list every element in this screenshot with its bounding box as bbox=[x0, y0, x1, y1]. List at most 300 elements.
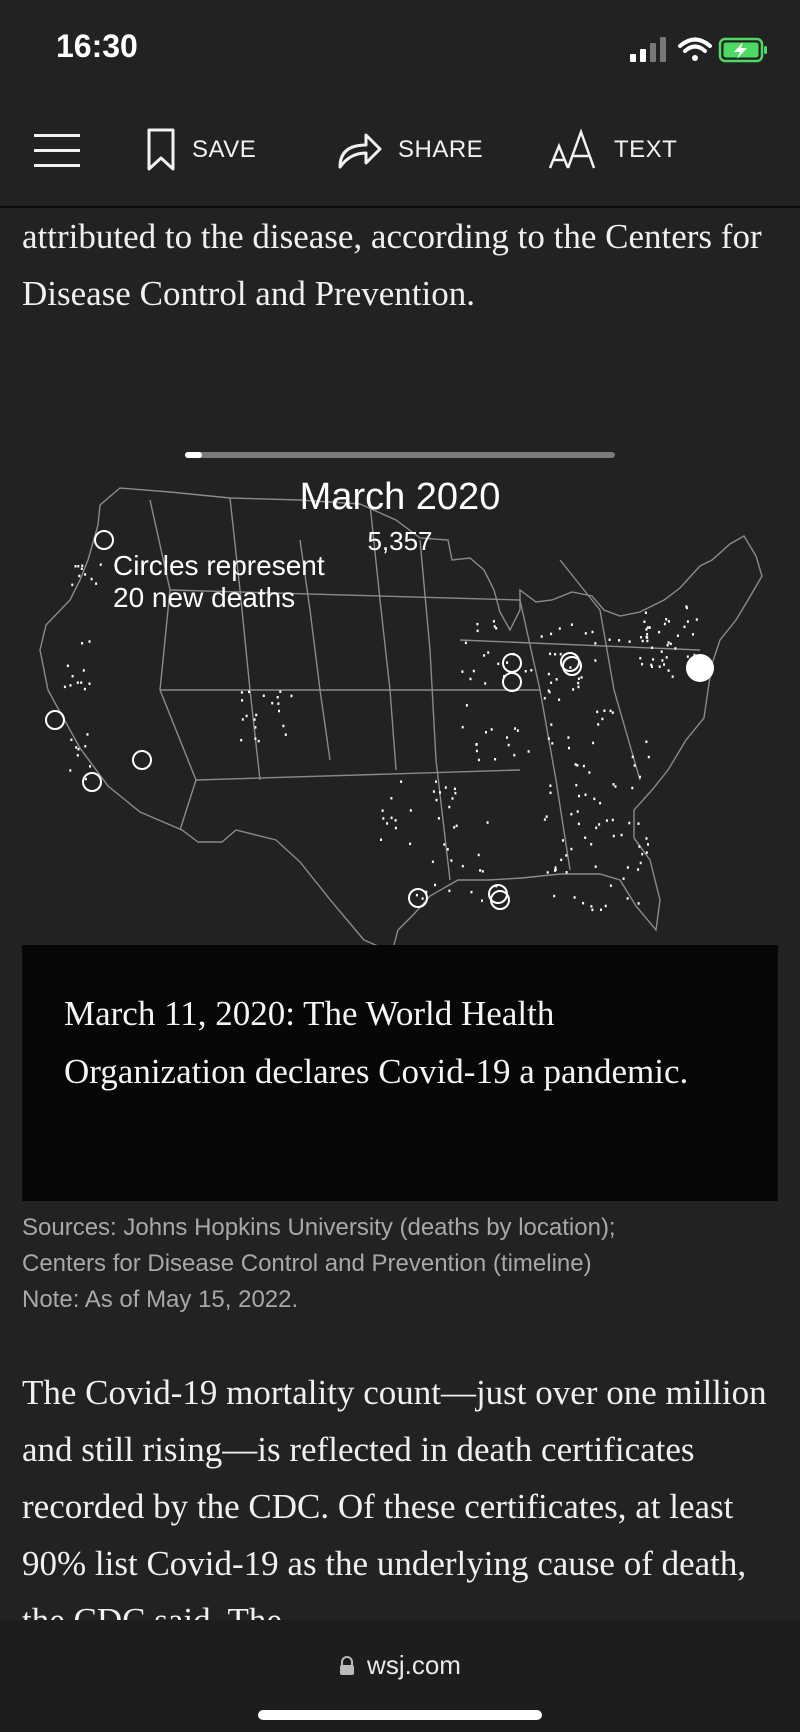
death-dot bbox=[541, 635, 543, 638]
death-dot bbox=[592, 742, 594, 745]
death-dot bbox=[548, 737, 550, 740]
death-dot bbox=[513, 754, 515, 757]
death-dot bbox=[612, 711, 614, 714]
death-dot bbox=[70, 684, 72, 687]
death-dot bbox=[89, 683, 91, 686]
death-dot bbox=[627, 866, 629, 869]
death-dot bbox=[476, 750, 478, 753]
text-size-button[interactable] bbox=[548, 122, 677, 178]
death-dot bbox=[687, 655, 689, 658]
share-button[interactable] bbox=[336, 122, 483, 178]
death-dot bbox=[575, 763, 577, 766]
death-dot bbox=[613, 783, 615, 786]
death-dot bbox=[277, 702, 279, 705]
death-dot bbox=[432, 861, 434, 864]
death-dot bbox=[84, 688, 86, 691]
death-dot bbox=[452, 797, 454, 800]
death-dot bbox=[439, 791, 441, 794]
death-dot bbox=[291, 695, 293, 698]
death-dot bbox=[560, 653, 562, 656]
browser-bottom-bar bbox=[0, 1620, 800, 1732]
death-dot bbox=[81, 568, 83, 571]
graphic-sources bbox=[22, 1210, 782, 1318]
death-dot bbox=[409, 843, 411, 846]
timeline-callout bbox=[22, 945, 778, 1201]
death-dot bbox=[578, 823, 580, 826]
death-dot bbox=[497, 663, 499, 666]
death-dot bbox=[544, 697, 546, 700]
death-dot bbox=[645, 741, 647, 744]
death-dot bbox=[435, 780, 437, 783]
death-cluster-marker bbox=[686, 654, 714, 682]
death-dot bbox=[645, 612, 647, 615]
death-dot bbox=[651, 647, 653, 650]
death-dot bbox=[494, 758, 496, 761]
death-dot bbox=[592, 631, 594, 634]
death-dot bbox=[618, 639, 620, 642]
death-dot bbox=[400, 780, 402, 783]
death-dot bbox=[666, 656, 668, 659]
death-dot bbox=[487, 821, 489, 824]
death-dot bbox=[81, 642, 83, 645]
text-size-icon bbox=[548, 128, 598, 172]
death-dot bbox=[454, 792, 456, 795]
death-dot bbox=[77, 681, 79, 684]
death-dot bbox=[646, 640, 648, 643]
death-dot bbox=[453, 826, 455, 829]
death-dot bbox=[549, 653, 551, 656]
death-dot bbox=[590, 843, 592, 846]
death-dot bbox=[87, 733, 89, 736]
death-dot bbox=[479, 869, 481, 872]
death-dot bbox=[571, 623, 573, 626]
death-dot bbox=[547, 871, 549, 874]
death-dot bbox=[605, 905, 607, 908]
death-dot bbox=[395, 827, 397, 830]
death-dot bbox=[677, 635, 679, 638]
article-paragraph-bottom: The Covid-19 mortality count—just over one million and still rising—is reflected in death certificates recorded by the CDC. Of these certificates, at least 90% list Covid-19 as the underlying cause of death, bbox=[22, 1373, 767, 1583]
death-dot bbox=[436, 799, 438, 802]
death-dot bbox=[612, 819, 614, 822]
death-dot bbox=[72, 675, 74, 678]
death-dot bbox=[77, 754, 79, 757]
death-dot bbox=[668, 620, 670, 623]
death-dot bbox=[482, 870, 484, 873]
death-dot bbox=[85, 778, 87, 781]
death-circle-marker bbox=[503, 654, 521, 672]
death-dot bbox=[466, 704, 468, 707]
death-dot bbox=[478, 854, 480, 857]
hamburger-menu-icon bbox=[34, 130, 80, 170]
death-dot bbox=[569, 666, 571, 669]
status-icons bbox=[630, 34, 770, 64]
death-dot bbox=[495, 885, 497, 888]
death-dot bbox=[89, 640, 91, 643]
death-dot bbox=[578, 795, 580, 798]
death-dot bbox=[634, 764, 636, 767]
death-dot bbox=[89, 765, 91, 768]
lock-icon bbox=[339, 1656, 355, 1676]
death-circle-marker bbox=[133, 751, 151, 769]
sources-note: Note: As of May 15, 2022. bbox=[22, 1286, 299, 1313]
death-dot bbox=[577, 810, 579, 813]
death-dot bbox=[652, 658, 654, 661]
sources-line-2: Centers for Disease Control and Prevention (timeline) bbox=[22, 1250, 592, 1277]
death-dot bbox=[663, 663, 665, 666]
death-dot bbox=[578, 678, 580, 681]
death-dot bbox=[674, 647, 676, 650]
sources-line-1: Sources: Johns Hopkins University (deaths by location); bbox=[22, 1214, 616, 1241]
death-circle-marker bbox=[491, 891, 509, 909]
death-dot bbox=[591, 909, 593, 912]
death-dot bbox=[80, 681, 82, 684]
death-dot bbox=[581, 676, 583, 679]
death-dot bbox=[609, 639, 611, 642]
death-dot bbox=[254, 726, 256, 729]
map-death-count: 5,357 bbox=[367, 526, 433, 556]
death-dot bbox=[410, 809, 412, 812]
death-dot bbox=[640, 862, 642, 865]
death-dot bbox=[631, 787, 633, 790]
death-dot bbox=[254, 718, 256, 721]
death-dot bbox=[664, 623, 666, 626]
battery-charging-icon bbox=[720, 39, 767, 61]
death-dot bbox=[687, 620, 689, 623]
death-circle-marker bbox=[83, 773, 101, 791]
death-dot bbox=[597, 723, 599, 726]
death-dot bbox=[78, 575, 80, 578]
death-dot bbox=[91, 578, 93, 581]
death-dot bbox=[575, 784, 577, 787]
death-dot bbox=[560, 859, 562, 862]
wifi-icon bbox=[680, 40, 710, 62]
death-dot bbox=[613, 835, 615, 838]
death-dot bbox=[461, 670, 463, 673]
death-dot bbox=[478, 759, 480, 762]
death-dot bbox=[661, 650, 663, 653]
death-dot bbox=[493, 620, 495, 623]
death-dot bbox=[514, 670, 516, 673]
death-dot bbox=[248, 691, 250, 694]
death-dot bbox=[81, 565, 83, 568]
death-dot bbox=[450, 859, 452, 862]
death-dot bbox=[555, 869, 557, 872]
menu-button[interactable] bbox=[34, 122, 80, 178]
death-dot bbox=[77, 565, 79, 568]
death-dot bbox=[471, 891, 473, 894]
death-dot bbox=[382, 817, 384, 820]
death-dot bbox=[632, 756, 634, 759]
death-dot bbox=[637, 868, 639, 871]
death-dot bbox=[642, 640, 644, 643]
death-dot bbox=[254, 737, 256, 740]
death-dot bbox=[548, 689, 550, 692]
death-dot bbox=[601, 718, 603, 721]
death-dot bbox=[600, 909, 602, 912]
status-time: 16:30 bbox=[56, 28, 138, 64]
death-dot bbox=[246, 715, 248, 718]
death-dot bbox=[627, 897, 629, 900]
death-dot bbox=[75, 565, 77, 568]
death-dot bbox=[506, 661, 508, 664]
graphic-progress-bar bbox=[185, 452, 615, 458]
death-dot bbox=[75, 746, 77, 749]
death-dot bbox=[390, 797, 392, 800]
death-dot bbox=[263, 695, 265, 698]
death-dot bbox=[555, 866, 557, 869]
death-dot bbox=[380, 839, 382, 842]
death-dot bbox=[278, 710, 280, 713]
death-dot bbox=[425, 891, 427, 894]
death-dot bbox=[470, 678, 472, 681]
death-dot bbox=[508, 744, 510, 747]
death-dot bbox=[565, 854, 567, 857]
death-dot bbox=[559, 627, 561, 630]
death-dot bbox=[672, 675, 674, 678]
death-dot bbox=[443, 843, 445, 846]
death-dot bbox=[647, 843, 649, 846]
url-text: wsj.com bbox=[367, 1650, 461, 1680]
death-dot bbox=[556, 678, 558, 681]
map-legend: Circles represent 20 new deaths bbox=[113, 550, 325, 613]
death-dot bbox=[567, 736, 569, 739]
death-dot bbox=[570, 813, 572, 816]
death-dot bbox=[477, 630, 479, 633]
save-button[interactable] bbox=[146, 122, 256, 178]
death-dot bbox=[629, 640, 631, 643]
death-dot bbox=[100, 563, 102, 566]
death-dot bbox=[513, 653, 515, 656]
death-dot bbox=[606, 819, 608, 822]
death-dot bbox=[382, 809, 384, 812]
death-dot bbox=[277, 696, 279, 699]
death-dot bbox=[598, 823, 600, 826]
death-dot bbox=[623, 877, 625, 880]
death-dot bbox=[528, 750, 530, 753]
death-dot bbox=[416, 894, 418, 897]
death-dot bbox=[638, 845, 640, 848]
death-dot bbox=[78, 748, 80, 751]
death-dot bbox=[595, 827, 597, 830]
death-dot bbox=[646, 851, 648, 854]
death-dot bbox=[551, 742, 553, 745]
death-dot bbox=[448, 806, 450, 809]
death-dot bbox=[525, 670, 527, 673]
death-dot bbox=[584, 837, 586, 840]
share-arrow-icon bbox=[336, 129, 382, 171]
bookmark-icon bbox=[146, 128, 176, 172]
death-dot bbox=[670, 643, 672, 646]
death-dot bbox=[456, 825, 458, 828]
death-dot bbox=[95, 582, 97, 585]
death-dot bbox=[64, 686, 66, 689]
death-dot bbox=[473, 670, 475, 673]
death-dot bbox=[646, 837, 648, 840]
death-dot bbox=[544, 818, 546, 821]
death-dot bbox=[550, 633, 552, 636]
death-dot bbox=[668, 669, 670, 672]
death-dot bbox=[628, 822, 630, 825]
death-dot bbox=[638, 822, 640, 825]
death-dot bbox=[255, 714, 257, 717]
death-dot bbox=[258, 740, 260, 743]
death-dot bbox=[279, 690, 281, 693]
death-dot bbox=[582, 902, 584, 905]
death-dot bbox=[641, 663, 643, 666]
death-dot bbox=[615, 785, 617, 788]
death-dot bbox=[530, 669, 532, 672]
death-dot bbox=[585, 794, 587, 797]
death-dot bbox=[572, 688, 574, 691]
death-circle-marker bbox=[46, 711, 64, 729]
death-dot bbox=[553, 895, 555, 898]
death-dot bbox=[485, 731, 487, 734]
death-dot bbox=[550, 723, 552, 726]
death-dot bbox=[475, 743, 477, 746]
death-dot bbox=[585, 632, 587, 635]
death-dot bbox=[570, 848, 572, 851]
article-toolbar bbox=[0, 100, 800, 208]
death-dot bbox=[84, 745, 86, 748]
death-dot bbox=[391, 817, 393, 820]
callout-text: March 11, 2020: The World Health Organization declares Covid-19 a pandemic. bbox=[64, 994, 689, 1091]
death-dot bbox=[641, 853, 643, 856]
death-dot bbox=[546, 815, 548, 818]
death-dot bbox=[445, 786, 447, 789]
death-dot bbox=[69, 769, 71, 772]
death-dot bbox=[658, 631, 660, 634]
death-dot bbox=[665, 618, 667, 621]
death-dot bbox=[593, 798, 595, 801]
death-dot bbox=[386, 822, 388, 825]
death-circle-marker bbox=[409, 889, 427, 907]
article-paragraph-top: attributed to the disease, according to the Centers for Disease Control and Prevention. bbox=[22, 217, 762, 313]
death-dot bbox=[462, 865, 464, 868]
death-dot bbox=[578, 686, 580, 689]
death-dot bbox=[692, 633, 694, 636]
death-dot bbox=[549, 785, 551, 788]
death-dot bbox=[646, 633, 648, 636]
death-dot bbox=[550, 792, 552, 795]
death-dot bbox=[588, 771, 590, 774]
death-dot bbox=[650, 664, 652, 667]
death-dot bbox=[595, 865, 597, 868]
death-dot bbox=[577, 682, 579, 685]
home-indicator[interactable] bbox=[258, 1710, 542, 1720]
death-dot bbox=[517, 729, 519, 732]
death-dot bbox=[434, 884, 436, 887]
status-bar bbox=[0, 0, 800, 100]
death-dot bbox=[84, 573, 86, 576]
death-dot bbox=[590, 905, 592, 908]
death-dot bbox=[71, 584, 73, 587]
death-dot bbox=[241, 691, 243, 694]
death-dot bbox=[271, 702, 273, 705]
death-dot bbox=[638, 902, 640, 905]
death-dot bbox=[395, 819, 397, 822]
death-dot bbox=[610, 884, 612, 887]
death-dot bbox=[447, 848, 449, 851]
death-dot bbox=[566, 871, 568, 874]
death-dot bbox=[462, 726, 464, 729]
death-dot bbox=[603, 710, 605, 713]
death-circle-marker bbox=[503, 673, 521, 691]
death-dot bbox=[610, 710, 612, 713]
death-dot bbox=[643, 621, 645, 624]
death-dot bbox=[503, 675, 505, 678]
death-dot bbox=[550, 682, 552, 685]
death-dot bbox=[438, 817, 440, 820]
death-dot bbox=[240, 739, 242, 742]
death-dot bbox=[668, 641, 670, 644]
death-dot bbox=[67, 665, 69, 668]
save-label: SAVE bbox=[192, 136, 257, 163]
death-dot bbox=[422, 897, 424, 900]
death-dot bbox=[83, 669, 85, 672]
death-dot bbox=[282, 725, 284, 728]
death-dot bbox=[696, 618, 698, 621]
death-dot bbox=[562, 839, 564, 842]
death-dot bbox=[694, 655, 696, 658]
death-dot bbox=[648, 756, 650, 759]
death-dot bbox=[491, 728, 493, 731]
death-dot bbox=[568, 747, 570, 750]
cellular-signal-icon bbox=[630, 37, 666, 62]
death-dot bbox=[661, 659, 663, 662]
death-dot bbox=[487, 651, 489, 654]
death-dot bbox=[659, 665, 661, 668]
death-dot bbox=[70, 739, 72, 742]
death-dot bbox=[698, 664, 700, 667]
share-label: SHARE bbox=[398, 136, 484, 163]
death-dot bbox=[667, 644, 669, 647]
death-dot bbox=[594, 642, 596, 645]
death-dot bbox=[639, 657, 641, 660]
death-dot bbox=[647, 626, 649, 629]
death-dot bbox=[506, 736, 508, 739]
death-dot bbox=[448, 890, 450, 893]
death-dot bbox=[514, 727, 516, 730]
death-dot bbox=[465, 642, 467, 645]
death-dot bbox=[558, 699, 560, 702]
death-dot bbox=[481, 899, 483, 902]
death-dot bbox=[621, 834, 623, 837]
death-dot bbox=[483, 654, 485, 657]
death-dot bbox=[686, 607, 688, 610]
death-dot bbox=[599, 802, 601, 805]
url-bar[interactable] bbox=[0, 1650, 800, 1681]
death-dot bbox=[494, 625, 496, 628]
death-dot bbox=[684, 626, 686, 629]
death-dot bbox=[646, 636, 648, 639]
death-dot bbox=[594, 659, 596, 662]
death-dot bbox=[516, 688, 518, 691]
death-dot bbox=[285, 733, 287, 736]
death-dot bbox=[433, 790, 435, 793]
map-month-title: March 2020 bbox=[299, 476, 501, 518]
death-dot bbox=[484, 682, 486, 685]
death-dot bbox=[574, 896, 576, 899]
death-dot bbox=[640, 636, 642, 639]
death-dot bbox=[649, 626, 651, 629]
death-dot bbox=[596, 711, 598, 714]
text-label: TEXT bbox=[614, 136, 678, 163]
death-dot bbox=[583, 765, 585, 768]
death-dot bbox=[576, 764, 578, 767]
death-dot bbox=[454, 788, 456, 791]
death-dot bbox=[639, 776, 641, 779]
death-dot bbox=[554, 653, 556, 656]
